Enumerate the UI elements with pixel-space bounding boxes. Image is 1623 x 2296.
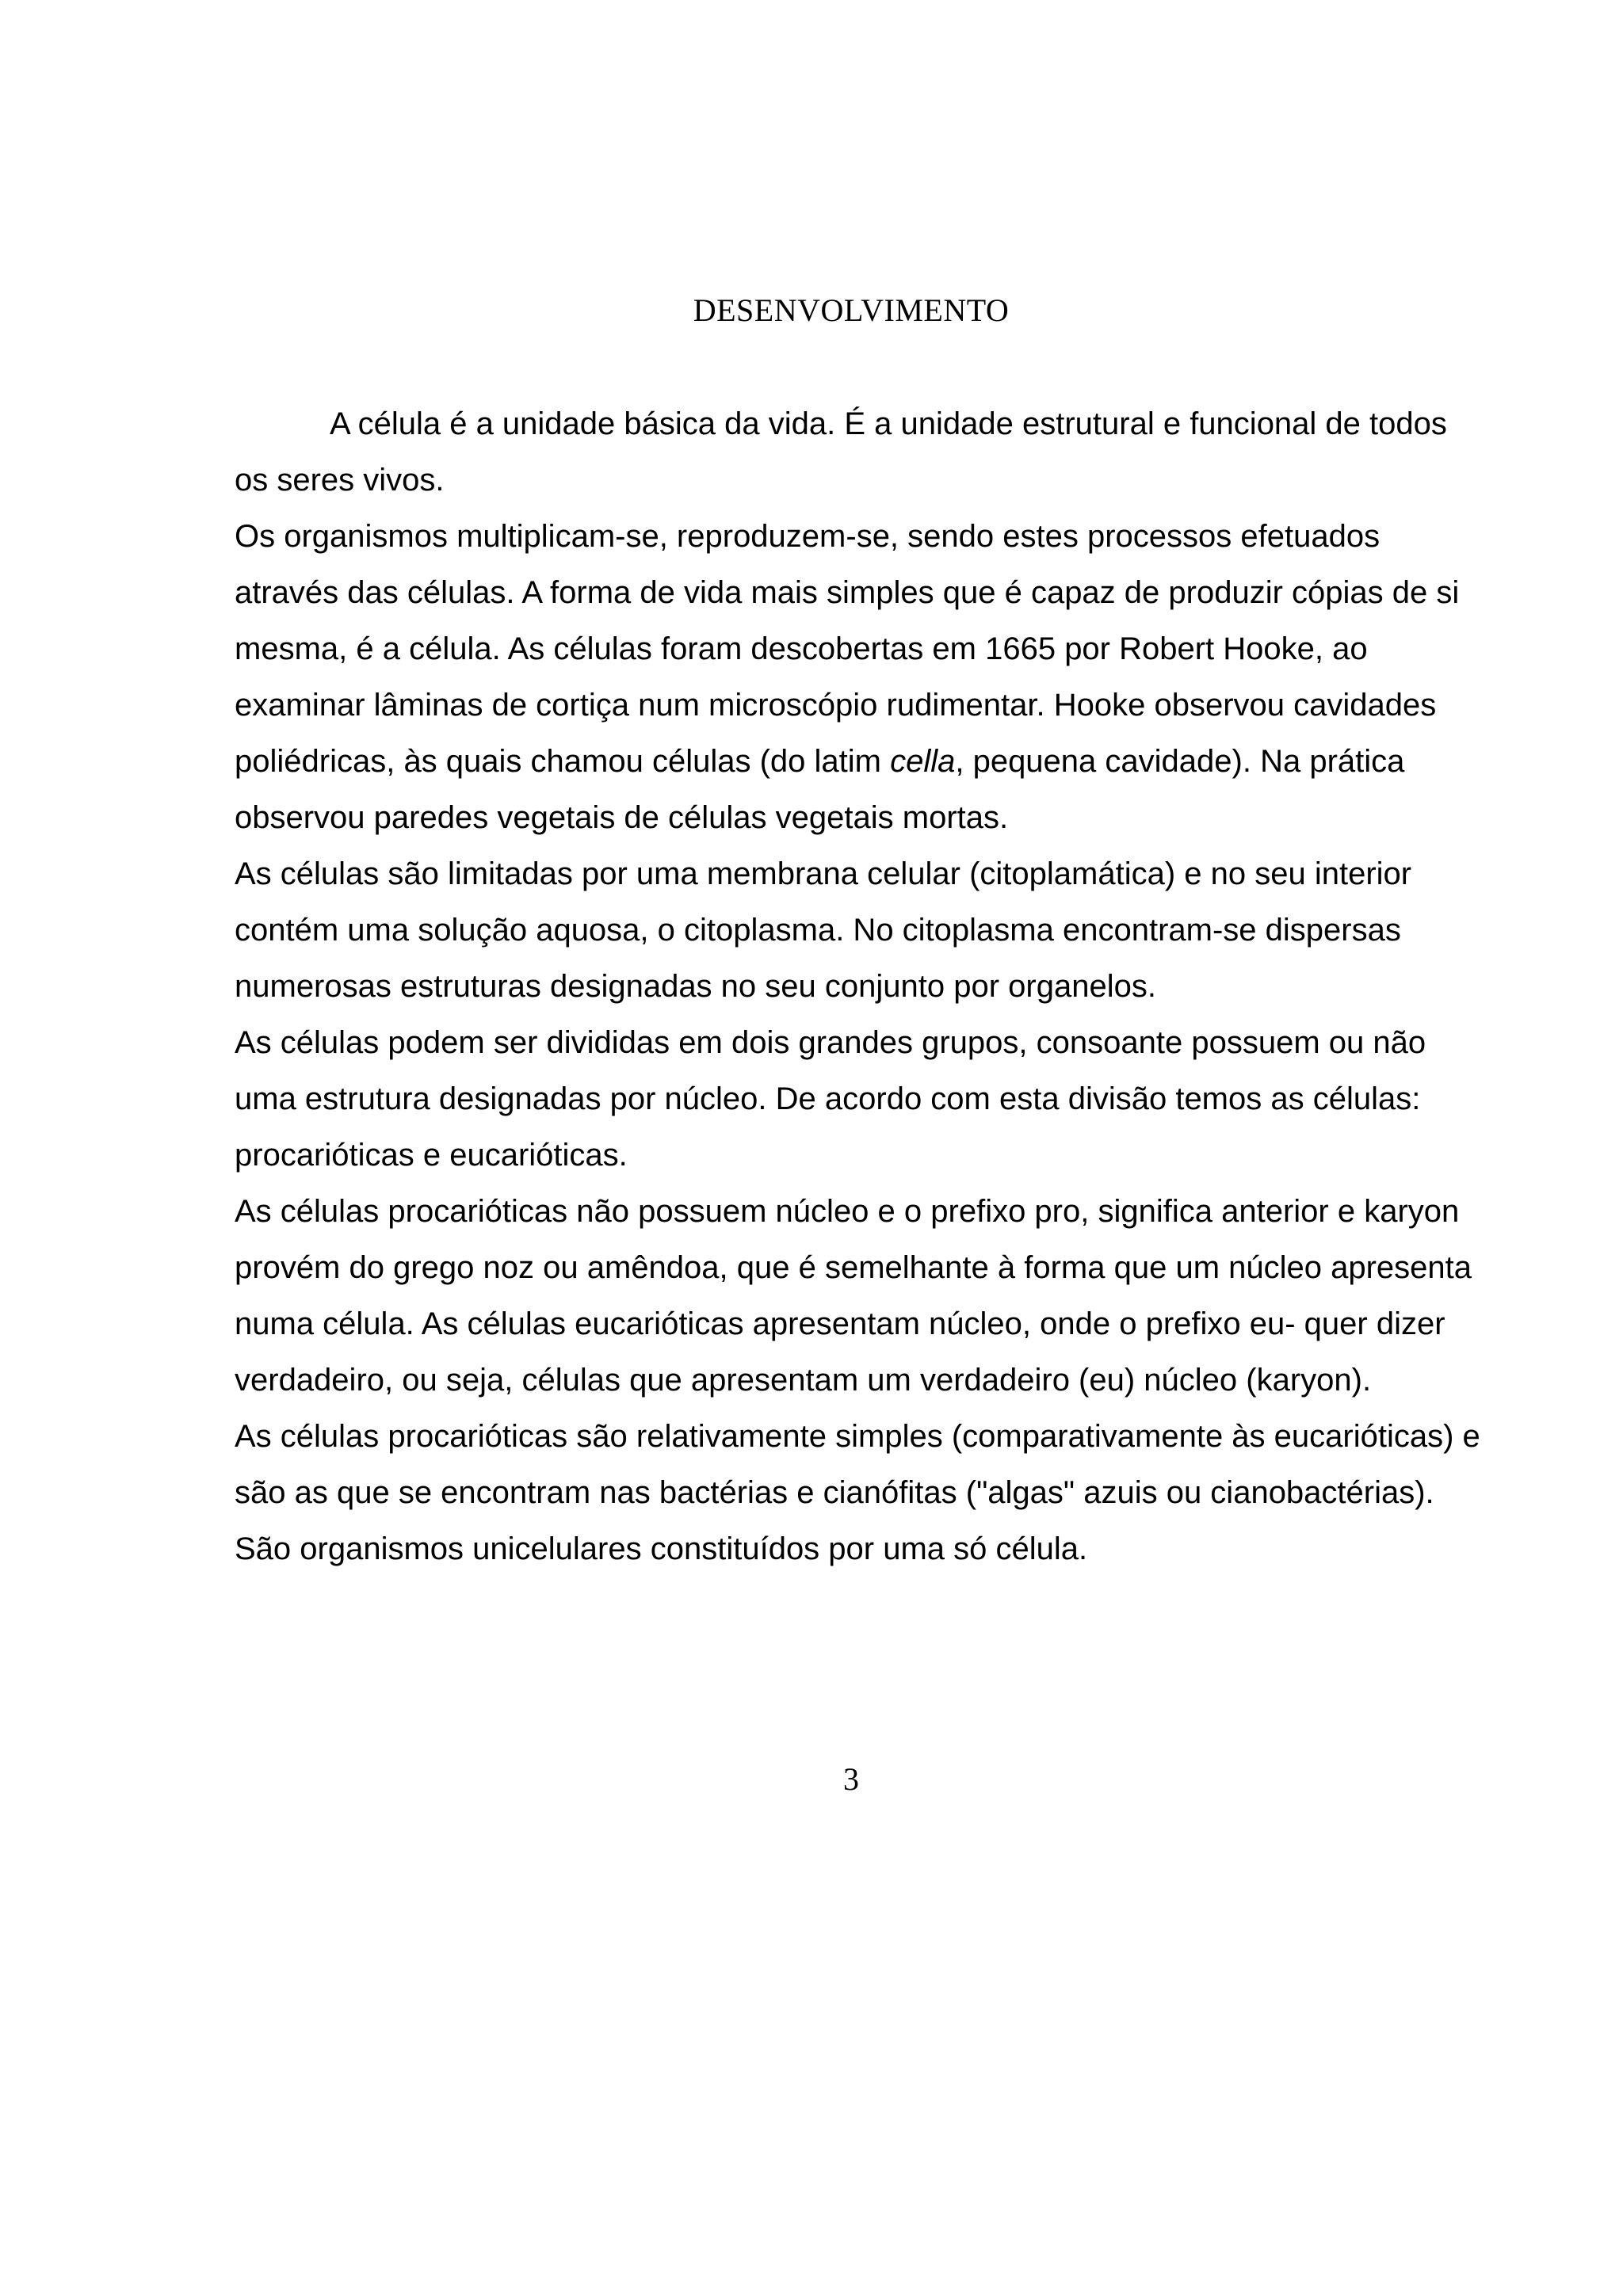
paragraph-groups: As células podem ser divididas em dois grandes grupos, consoante possuem ou não uma estrutura designadas por núcleo. De acordo com esta divisão temos as células: procarióticas e eucarióticas.	[235, 1025, 1426, 1173]
paragraph-prokaryotic-definition: As células procarióticas não possuem núcleo e o prefixo pro, significa anterior e karyon provém do grego noz ou amêndoa, que é semelhante à forma que um núcleo apresenta numa célula. As células eucarióticas apresentam núcleo, onde o prefixo eu- quer dizer verdadeiro, ou seja, células que apresentam um verdadeiro (eu) núcleo (karyon).	[235, 1194, 1472, 1398]
paragraph-organisms-text-end: , pequena cavidade). Na prática observou paredes vegetais de células vegetais mortas.	[235, 744, 1405, 835]
paragraph-prokaryotic-examples: As células procarióticas são relativamente simples (comparativamente às eucarióticas) e são as que se encontram nas bactérias e cianófitas ("algas" azuis ou cianobactérias). São organismos unicelulares constituídos por uma só célula.	[235, 1419, 1480, 1566]
latin-term-cella: cella	[890, 744, 956, 779]
body-text	[235, 396, 1487, 1577]
paragraph-organisms	[235, 509, 1487, 846]
section-heading: DESENVOLVIMENTO	[693, 292, 1010, 328]
paragraph-organisms-text: Os organismos multiplicam-se, reproduzem-se, sendo estes processos efetuados através das células. A forma de vida mais simples que é capaz de produzir cópias de si mesma, é a célula. As células foram descobertas em 1665 por Robert Hooke, ao examinar lâminas de cortiça num microscópio rudimentar. Hooke observou cavidades poliédricas, às quais chamou células (do latim	[235, 519, 1460, 779]
paragraph-membrane: As células são limitadas por uma membrana celular (citoplamática) e no seu interior contém uma solução aquosa, o citoplasma. No citoplasma encontram-se dispersas numerosas estruturas designadas no seu conjunto por organelos.	[235, 856, 1412, 1004]
paragraph-intro: A célula é a unidade básica da vida. É a unidade estrutural e funcional de todos os seres vivos.	[235, 406, 1447, 498]
page-number: 3	[843, 1761, 859, 1797]
